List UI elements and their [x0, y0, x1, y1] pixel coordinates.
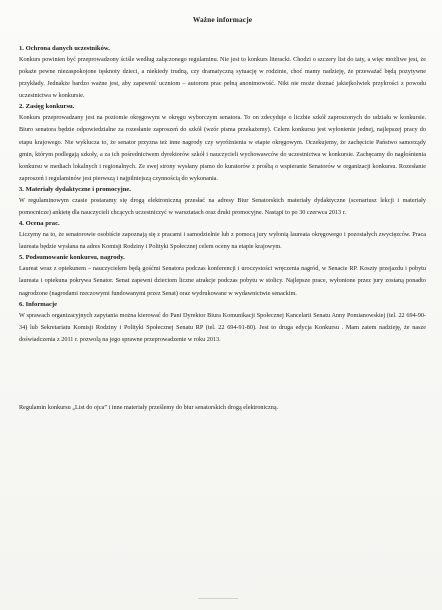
- section-heading: 3. Materiały dydaktyczne i promocyjne.: [19, 185, 131, 193]
- section-scope: [19, 102, 426, 185]
- document-title: Ważne informacje: [192, 15, 253, 24]
- section-materials: [19, 185, 426, 219]
- section-information: [19, 300, 426, 346]
- section-paragraph: Konkurs przeprowadzany jest na poziomie okręgowym w okręgu wyborczym senatora. To on zdecyduje o liczbie szkół zaproszonych do udziału w konkursie. Biuro senatora będzie odpowiedzialne za rozesłanie zaproszeń do szkół (wzór pisma przekażemy). Celem konkursu jest wyłonienie jednej, najlepszej pracy do etapu krajowego. Nie wyklucza to, że senator przyzna też inne nagrody czy wyróżnienia w etapie okręgowym. Oczekujemy, że zachęcicie Państwo samorządy gmin, którym podlegają szkoły, a za ich pośrednictwem dyrektorów szkół i nauczycieli wychowawców do uczestnictwa w konkursie. Zachęcamy do nagłośnienia konkursu w mediach lokalnych i regionalnych. Ze swej strony wysłany pismo do kuratorów z prośbą o wspieranie Senatorów w organizacji konkursu. Rozesłanie zaproszeń i regulaminów jest pierwszą i najpilniejszą czynnością do wykonania.: [19, 114, 426, 182]
- page-footer-mark: [198, 598, 238, 602]
- section-paragraph: W regulaminowym czasie postaramy się drogą elektroniczną przesłać na adresy Biur Senatorskich materiały dydaktyczne (scenariusz lekcji i materiały pomocnicze) ankietę dla nauczycieli chcących uczestniczyć w warsztatach oraz druki promocyjne. Nastąpi to po 30 czerwca 2013 r.: [19, 196, 426, 217]
- section-paragraph: Konkurs powinien być przeprowadzony ściśle według załączonego regulaminu. Nie jest to konkurs literacki. Chodzi o szczery list do taty, a więc możliwe jest, że pokaże pewne niezaspokojone tęsknoty dzieci, a niekiedy trudną, czy dramatyczną sytuację w rodzinie, choć mamy nadzieję, że przeważać będą pozytywne przykłady. Jednakże bardzo ważne jest, aby zapewnić uczniom – autorom prac pełną anonimowość. Nikt nie może doznać jakiejkolwiek przykrości z powodu uczestnictwa w konkursie.: [19, 56, 426, 100]
- closing-note: Regulamin konkursu „List do ojca” i inne materiały prześlemy do biur senatorskich drogą elektroniczną.: [19, 403, 279, 411]
- section-heading: 5. Podsumowanie konkursu, nagrody.: [19, 254, 125, 262]
- section-heading: 6. Informacje: [19, 300, 58, 308]
- section-heading: 2. Zasięg konkursu.: [19, 103, 75, 111]
- section-heading: 4. Ocena prac.: [19, 220, 60, 228]
- section-summary-awards: [19, 253, 426, 299]
- section-heading: 1. Ochrona danych uczestników.: [19, 45, 110, 52]
- section-evaluation: [19, 219, 426, 253]
- section-paragraph: Liczymy na to, że senatorowie osobiście zapoznają się z pracami i samodzielnie lub z pomocą jury wyłonią laureata okręgowego i pozostałych zwycięzców. Praca laureata będzie wysłana na adres Komisji Rodziny i Polityki Społecznej celem oceny na etapie krajowym.: [19, 231, 426, 251]
- section-paragraph: W sprawach organizacyjnych zapytania można kierować do Pani Dyrektor Biura Komunikacji Społecznej Kancelarii Senatu Anny Pomianowskiej (tel. 22 694-90-34) lub Sekretariatu Komisji Rodziny i Polityki Społecznej Senatu RP (tel. 22 694-91-80). Jest to druga edycja Konkursu . Mam zatem nadzieję, że nasze doświadczenia z 2011 r. pozwolą na jego sprawne przeprowadzenie w roku 2013.: [19, 311, 426, 343]
- section-data-protection: [19, 44, 426, 102]
- section-paragraph: Laureat wraz z opiekunem – nauczycielem będą gośćmi Senatora podczas konferencji i uroczystości wręczenia nagród, w Senacie RP. Koszty przejazdu i pobytu laureata i opiekuna pokrywa Senator. Senat zapewni dzieciom liczne atrakcje podczas pobytu w stolicy. Najlepsze prace, wyłonione przez jury zostaną ponadto nagrodzone (nagrodami rzeczowymi fundowanymi przez Senat) oraz wydrukowane w wydawnictwie senackim.: [19, 265, 426, 297]
